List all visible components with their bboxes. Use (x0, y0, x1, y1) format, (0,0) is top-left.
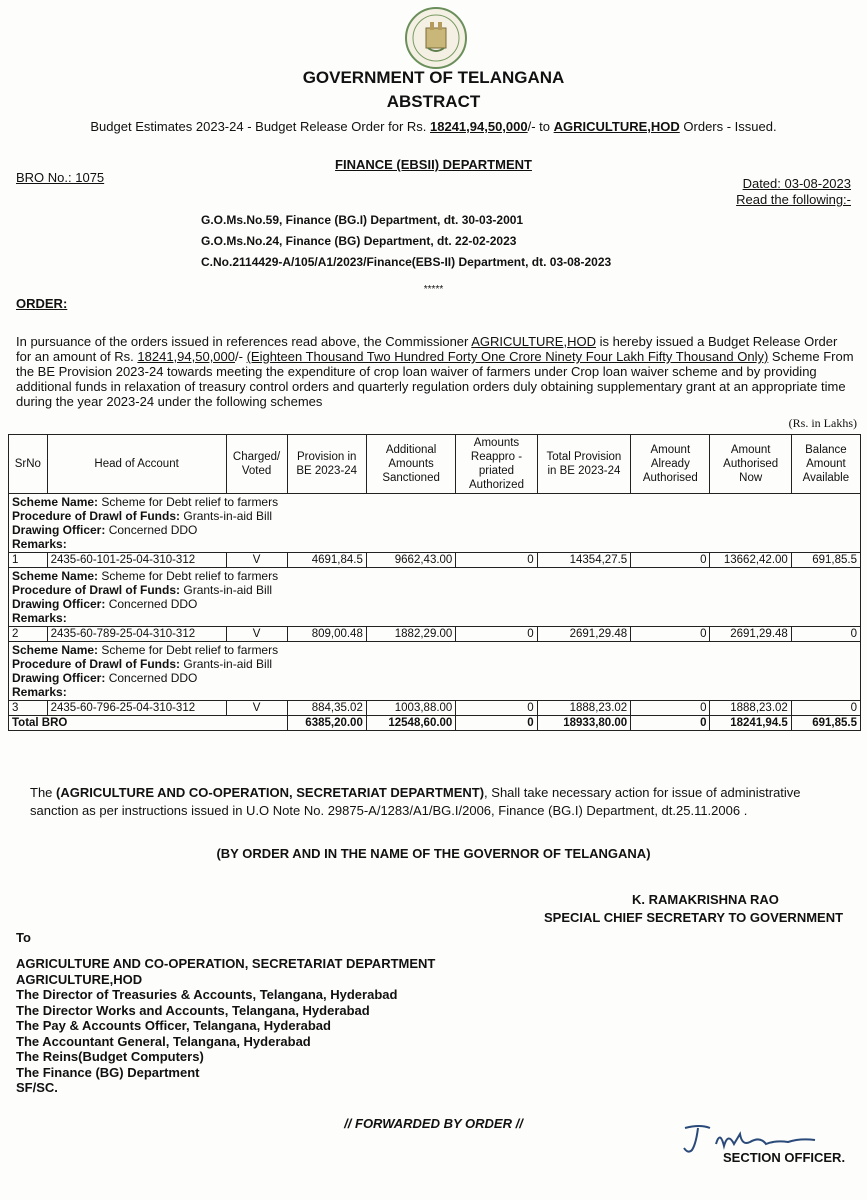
rs-in-lakhs: (Rs. in Lakhs) (788, 416, 857, 430)
cell-already-authorised: 0 (631, 553, 710, 568)
reference-item: G.O.Ms.No.59, Finance (BG.I) Department, dt. 30-03-2001 (201, 213, 524, 227)
scheme-label: Scheme Name: (12, 495, 102, 509)
column-header: Amounts Reappro -priated Authorized (456, 435, 537, 494)
procedure-label: Procedure of Drawl of Funds: (12, 657, 184, 671)
remarks-label: Remarks: (12, 537, 67, 551)
total-already-authorised: 0 (631, 716, 710, 731)
column-header: Amount Authorised Now (710, 435, 791, 494)
column-header: Balance Amount Available (791, 435, 860, 494)
list-item: The Finance (BG) Department (16, 1064, 200, 1080)
cell-additional: 1003,88.00 (366, 701, 455, 716)
order-amount-words: (Eighteen Thousand Two Hundred Forty One Crore Ninety Four Lakh Fifty Thousand Only) (246, 349, 769, 364)
cell-provision: 884,35.02 (287, 701, 366, 716)
budget-table (8, 434, 861, 731)
signatory-name: K. RAMAKRISHNA RAO (632, 892, 779, 907)
officer-value: Concerned DDO (108, 523, 198, 537)
list-item: The Pay & Accounts Officer, Telangana, Hyderabad (16, 1018, 331, 1033)
reference-item: C.No.2114429-A/105/A1/2023/Finance(EBS-II) Department, dt. 03-08-2023 (201, 255, 612, 269)
procedure-label: Procedure of Drawl of Funds: (12, 583, 184, 597)
cell-balance: 691,85.5 (791, 553, 860, 568)
total-total-provision: 18933,80.00 (537, 716, 631, 731)
cell-provision: 4691,84.5 (287, 553, 366, 568)
column-header: Provision in BE 2023-24 (287, 435, 366, 494)
cell-already-authorised: 0 (631, 627, 710, 642)
subject-prefix: Budget Estimates 2023-24 - Budget Release Order for Rs. (90, 119, 431, 134)
scheme-info (9, 642, 861, 701)
list-item: AGRICULTURE AND CO-OPERATION, SECRETARIAT DEPARTMENT (16, 956, 436, 971)
scheme-info (9, 494, 861, 553)
column-header: SrNo (9, 435, 48, 494)
scheme-info-row (9, 642, 861, 701)
government-title: GOVERNMENT OF TELANGANA (302, 68, 565, 87)
officer-value: Concerned DDO (108, 671, 198, 685)
order-amount: 18241,94,50,000 (137, 349, 236, 364)
section-officer: SECTION OFFICER. (723, 1150, 846, 1165)
cell-balance: 0 (791, 701, 860, 716)
abstract-heading: ABSTRACT (386, 92, 481, 111)
officer-value: Concerned DDO (108, 597, 198, 611)
order-hod: AGRICULTURE,HOD (471, 334, 596, 349)
cell-total-provision: 2691,29.48 (537, 627, 631, 642)
department-heading: FINANCE (EBSII) DEPARTMENT (335, 157, 532, 172)
scheme-name: Scheme for Debt relief to farmers (101, 569, 279, 583)
separator-stars: ***** (423, 284, 444, 295)
note-text: The (30, 785, 57, 800)
order-text: /- (235, 349, 247, 364)
dated: Dated: 03-08-2023 (742, 176, 851, 191)
cell-authorised-now: 13662,42.00 (710, 553, 791, 568)
order-paragraph (16, 334, 854, 409)
subject-suffix: Orders - Issued. (679, 119, 777, 134)
total-additional: 12548,60.00 (366, 716, 455, 731)
procedure-value: Grants-in-aid Bill (183, 657, 273, 671)
cell-total-provision: 1888,23.02 (537, 701, 631, 716)
cell-already-authorised: 0 (631, 701, 710, 716)
procedure-value: Grants-in-aid Bill (183, 583, 273, 597)
subject-hod: AGRICULTURE,HOD (553, 119, 680, 134)
list-item: AGRICULTURE,HOD (16, 971, 143, 987)
total-authorised-now: 18241,94.5 (710, 716, 791, 731)
cell-provision: 809,00.48 (287, 627, 366, 642)
scheme-label: Scheme Name: (12, 569, 102, 583)
column-header: Total Provision in BE 2023-24 (537, 435, 631, 494)
cell-reappropriated: 0 (456, 701, 537, 716)
cell-reappropriated: 0 (456, 553, 537, 568)
cell-srno: 3 (9, 701, 48, 716)
column-header: Charged/ Voted (226, 435, 287, 494)
cell-head-of-account: 2435-60-789-25-04-310-312 (47, 627, 226, 642)
list-item: The Accountant General, Telangana, Hyderabad (16, 1033, 311, 1049)
column-header: Additional Amounts Sanctioned (366, 435, 455, 494)
by-order-line: (BY ORDER AND IN THE NAME OF THE GOVERNOR OF TELANGANA) (216, 846, 651, 861)
references (201, 210, 611, 273)
cell-total-provision: 14354,27.5 (537, 553, 631, 568)
scheme-info (9, 568, 861, 627)
table-row (9, 553, 861, 568)
cell-reappropriated: 0 (456, 627, 537, 642)
cell-additional: 1882,29.00 (366, 627, 455, 642)
table-row (9, 627, 861, 642)
cell-charged-voted: V (226, 627, 287, 642)
subject-line (0, 119, 867, 134)
read-following: Read the following:- (736, 192, 851, 207)
cell-authorised-now: 2691,29.48 (710, 627, 791, 642)
cell-charged-voted: V (226, 701, 287, 716)
scheme-info-row (9, 494, 861, 553)
scheme-name: Scheme for Debt relief to farmers (101, 643, 279, 657)
procedure-label: Procedure of Drawl of Funds: (12, 509, 184, 523)
subject-mid: /- to (527, 119, 554, 134)
scheme-label: Scheme Name: (12, 643, 102, 657)
column-header: Head of Account (47, 435, 226, 494)
table-header-row (9, 435, 861, 494)
officer-label: Drawing Officer: (12, 597, 109, 611)
cell-head-of-account: 2435-60-796-25-04-310-312 (47, 701, 226, 716)
officer-label: Drawing Officer: (12, 671, 109, 685)
scheme-name: Scheme for Debt relief to farmers (101, 495, 279, 509)
list-item: The Director Works and Accounts, Telangana, Hyderabad (16, 1002, 370, 1018)
order-text: is hereby issued a Budget Release Order for an amount of Rs. (16, 334, 838, 364)
cell-balance: 0 (791, 627, 860, 642)
to-label: To (16, 930, 31, 945)
table-row (9, 701, 861, 716)
procedure-value: Grants-in-aid Bill (183, 509, 273, 523)
cell-authorised-now: 1888,23.02 (710, 701, 791, 716)
order-text: Scheme From the BE Provision 2023-24 towards meeting the expenditure of crop loan waiver of farmers under Crop loan waiver scheme and by providing additional funds in relaxation of treasury control orders and quarterly regulation orders duly obtaining supplementary grant at an appropriate time during the year 2023-24 under the following schemes (16, 349, 854, 409)
cell-charged-voted: V (226, 553, 287, 568)
total-label: Total BRO (9, 716, 288, 731)
signatory-title: SPECIAL CHIEF SECRETARY TO GOVERNMENT (544, 910, 844, 925)
cell-srno: 2 (9, 627, 48, 642)
note-department: (AGRICULTURE AND CO-OPERATION, SECRETARIAT DEPARTMENT) (56, 785, 485, 800)
cell-srno: 1 (9, 553, 48, 568)
order-heading: ORDER: (16, 296, 68, 311)
list-item: SF/SC. (16, 1080, 58, 1095)
cell-additional: 9662,43.00 (366, 553, 455, 568)
total-row (9, 716, 861, 731)
list-item: The Reins(Budget Computers) (16, 1049, 204, 1064)
officer-label: Drawing Officer: (12, 523, 109, 537)
remarks-label: Remarks: (12, 611, 67, 625)
reference-item: G.O.Ms.No.24, Finance (BG) Department, dt. 22-02-2023 (201, 234, 517, 248)
list-item: The Director of Treasuries & Accounts, Telangana, Hyderabad (16, 987, 398, 1002)
total-provision: 6385,20.00 (287, 716, 366, 731)
telangana-emblem-icon (404, 6, 468, 70)
subject-amount: 18241,94,50,000 (430, 119, 528, 134)
column-header: Amount Already Authorised (631, 435, 710, 494)
note-text: , Shall take necessary action for issue of administrative sanction as per instructions issued in U.O Note No. 29875-A/1283/A1/BG.I/2006, Finance (BG.I) Department, dt.25.11.2006 . (30, 785, 801, 818)
recipients-list (16, 956, 435, 1096)
order-text: In pursuance of the orders issued in references read above, the Commissioner (16, 334, 472, 349)
note-paragraph (30, 784, 850, 820)
remarks-label: Remarks: (12, 685, 67, 699)
scheme-info-row (9, 568, 861, 627)
cell-head-of-account: 2435-60-101-25-04-310-312 (47, 553, 226, 568)
total-reappropriated: 0 (456, 716, 537, 731)
bro-number: BRO No.: 1075 (16, 170, 105, 185)
total-balance: 691,85.5 (791, 716, 860, 731)
forwarded-by-order: // FORWARDED BY ORDER // (344, 1116, 523, 1131)
